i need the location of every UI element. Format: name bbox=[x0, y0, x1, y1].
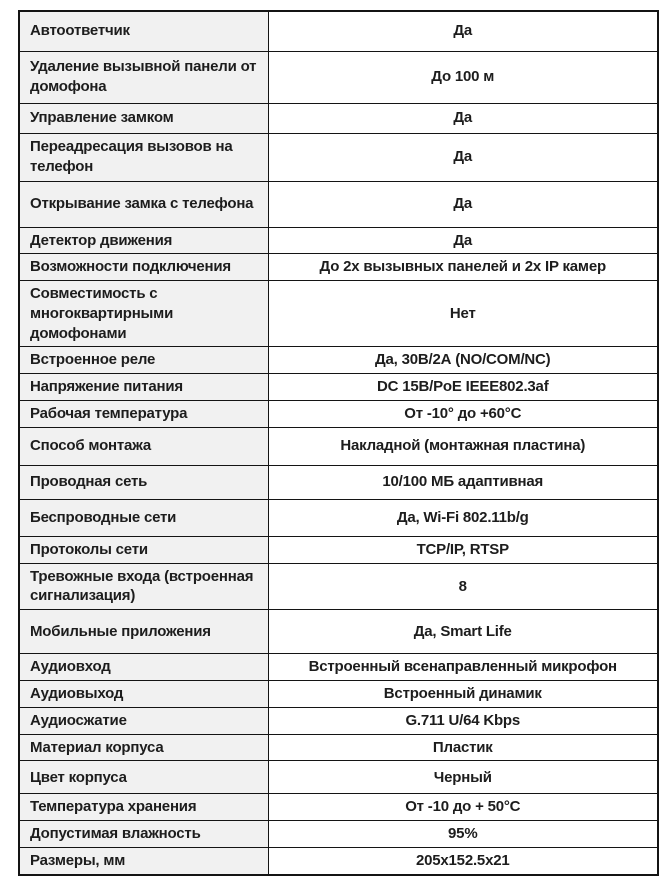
spec-value-cell: 10/100 МБ адаптивная bbox=[268, 465, 658, 499]
spec-name-cell: Аудиовход bbox=[19, 654, 268, 681]
spec-name-cell: Открывание замка с телефона bbox=[19, 181, 268, 227]
spec-name-cell: Детектор движения bbox=[19, 227, 268, 254]
table-row bbox=[19, 181, 658, 227]
table-row bbox=[19, 536, 658, 563]
spec-name-cell: Управление замком bbox=[19, 103, 268, 133]
spec-value-cell: 205x152.5x21 bbox=[268, 848, 658, 875]
spec-table-body bbox=[19, 11, 658, 875]
table-row bbox=[19, 465, 658, 499]
table-row bbox=[19, 51, 658, 103]
table-row bbox=[19, 794, 658, 821]
spec-value-cell: Нет bbox=[268, 281, 658, 347]
spec-name-cell: Протоколы сети bbox=[19, 536, 268, 563]
spec-name-cell: Беспроводные сети bbox=[19, 499, 268, 536]
spec-value-cell: Пластик bbox=[268, 734, 658, 761]
table-row bbox=[19, 821, 658, 848]
spec-value-cell: Черный bbox=[268, 761, 658, 794]
spec-value-cell: От -10° до +60°C bbox=[268, 401, 658, 428]
spec-value-cell: TCP/IP, RTSP bbox=[268, 536, 658, 563]
table-row bbox=[19, 761, 658, 794]
table-row bbox=[19, 707, 658, 734]
spec-value-cell: До 2х вызывных панелей и 2х IP камер bbox=[268, 254, 658, 281]
spec-name-cell: Удаление вызывной панели от домофона bbox=[19, 51, 268, 103]
table-row bbox=[19, 227, 658, 254]
spec-value-cell: Да bbox=[268, 103, 658, 133]
table-row bbox=[19, 103, 658, 133]
table-row bbox=[19, 347, 658, 374]
table-row bbox=[19, 681, 658, 708]
spec-value-cell: От -10 до + 50°C bbox=[268, 794, 658, 821]
spec-value-cell: Да bbox=[268, 133, 658, 181]
table-row bbox=[19, 427, 658, 465]
spec-name-cell: Тревожные входа (встроенная сигнализация) bbox=[19, 563, 268, 610]
spec-value-cell: Накладной (монтажная пластина) bbox=[268, 427, 658, 465]
spec-value-cell: Встроенный динамик bbox=[268, 681, 658, 708]
spec-name-cell: Допустимая влажность bbox=[19, 821, 268, 848]
spec-value-cell: Да bbox=[268, 181, 658, 227]
spec-value-cell: До 100 м bbox=[268, 51, 658, 103]
spec-value-cell: Да bbox=[268, 227, 658, 254]
spec-name-cell: Автоответчик bbox=[19, 11, 268, 51]
spec-value-cell: Да, Wi-Fi 802.11b/g bbox=[268, 499, 658, 536]
table-row bbox=[19, 254, 658, 281]
spec-name-cell: Способ монтажа bbox=[19, 427, 268, 465]
spec-value-cell: 8 bbox=[268, 563, 658, 610]
spec-name-cell: Материал корпуса bbox=[19, 734, 268, 761]
spec-name-cell: Температура хранения bbox=[19, 794, 268, 821]
spec-value-cell: Встроенный всенаправленный микрофон bbox=[268, 654, 658, 681]
spec-value-cell: Да, 30В/2А (NO/COM/NC) bbox=[268, 347, 658, 374]
spec-name-cell: Переадресация вызовов на телефон bbox=[19, 133, 268, 181]
table-row bbox=[19, 281, 658, 347]
spec-name-cell: Возможности подключения bbox=[19, 254, 268, 281]
spec-value-cell: DC 15В/PoE IEEE802.3af bbox=[268, 374, 658, 401]
spec-value-cell: Да, Smart Life bbox=[268, 610, 658, 654]
spec-value-cell: G.711 U/64 Kbps bbox=[268, 707, 658, 734]
table-row bbox=[19, 499, 658, 536]
spec-table bbox=[18, 10, 659, 876]
table-row bbox=[19, 133, 658, 181]
spec-name-cell: Цвет корпуса bbox=[19, 761, 268, 794]
spec-name-cell: Совместимость с многоквартирными домофонами bbox=[19, 281, 268, 347]
table-row bbox=[19, 401, 658, 428]
spec-name-cell: Мобильные приложения bbox=[19, 610, 268, 654]
spec-name-cell: Размеры, мм bbox=[19, 848, 268, 875]
spec-name-cell: Рабочая температура bbox=[19, 401, 268, 428]
spec-name-cell: Аудиосжатие bbox=[19, 707, 268, 734]
table-row bbox=[19, 563, 658, 610]
spec-name-cell: Напряжение питания bbox=[19, 374, 268, 401]
table-row bbox=[19, 610, 658, 654]
spec-name-cell: Аудиовыход bbox=[19, 681, 268, 708]
table-row bbox=[19, 11, 658, 51]
table-row bbox=[19, 654, 658, 681]
table-row bbox=[19, 374, 658, 401]
spec-value-cell: Да bbox=[268, 11, 658, 51]
spec-value-cell: 95% bbox=[268, 821, 658, 848]
spec-name-cell: Проводная сеть bbox=[19, 465, 268, 499]
table-row bbox=[19, 734, 658, 761]
table-row bbox=[19, 848, 658, 875]
spec-name-cell: Встроенное реле bbox=[19, 347, 268, 374]
